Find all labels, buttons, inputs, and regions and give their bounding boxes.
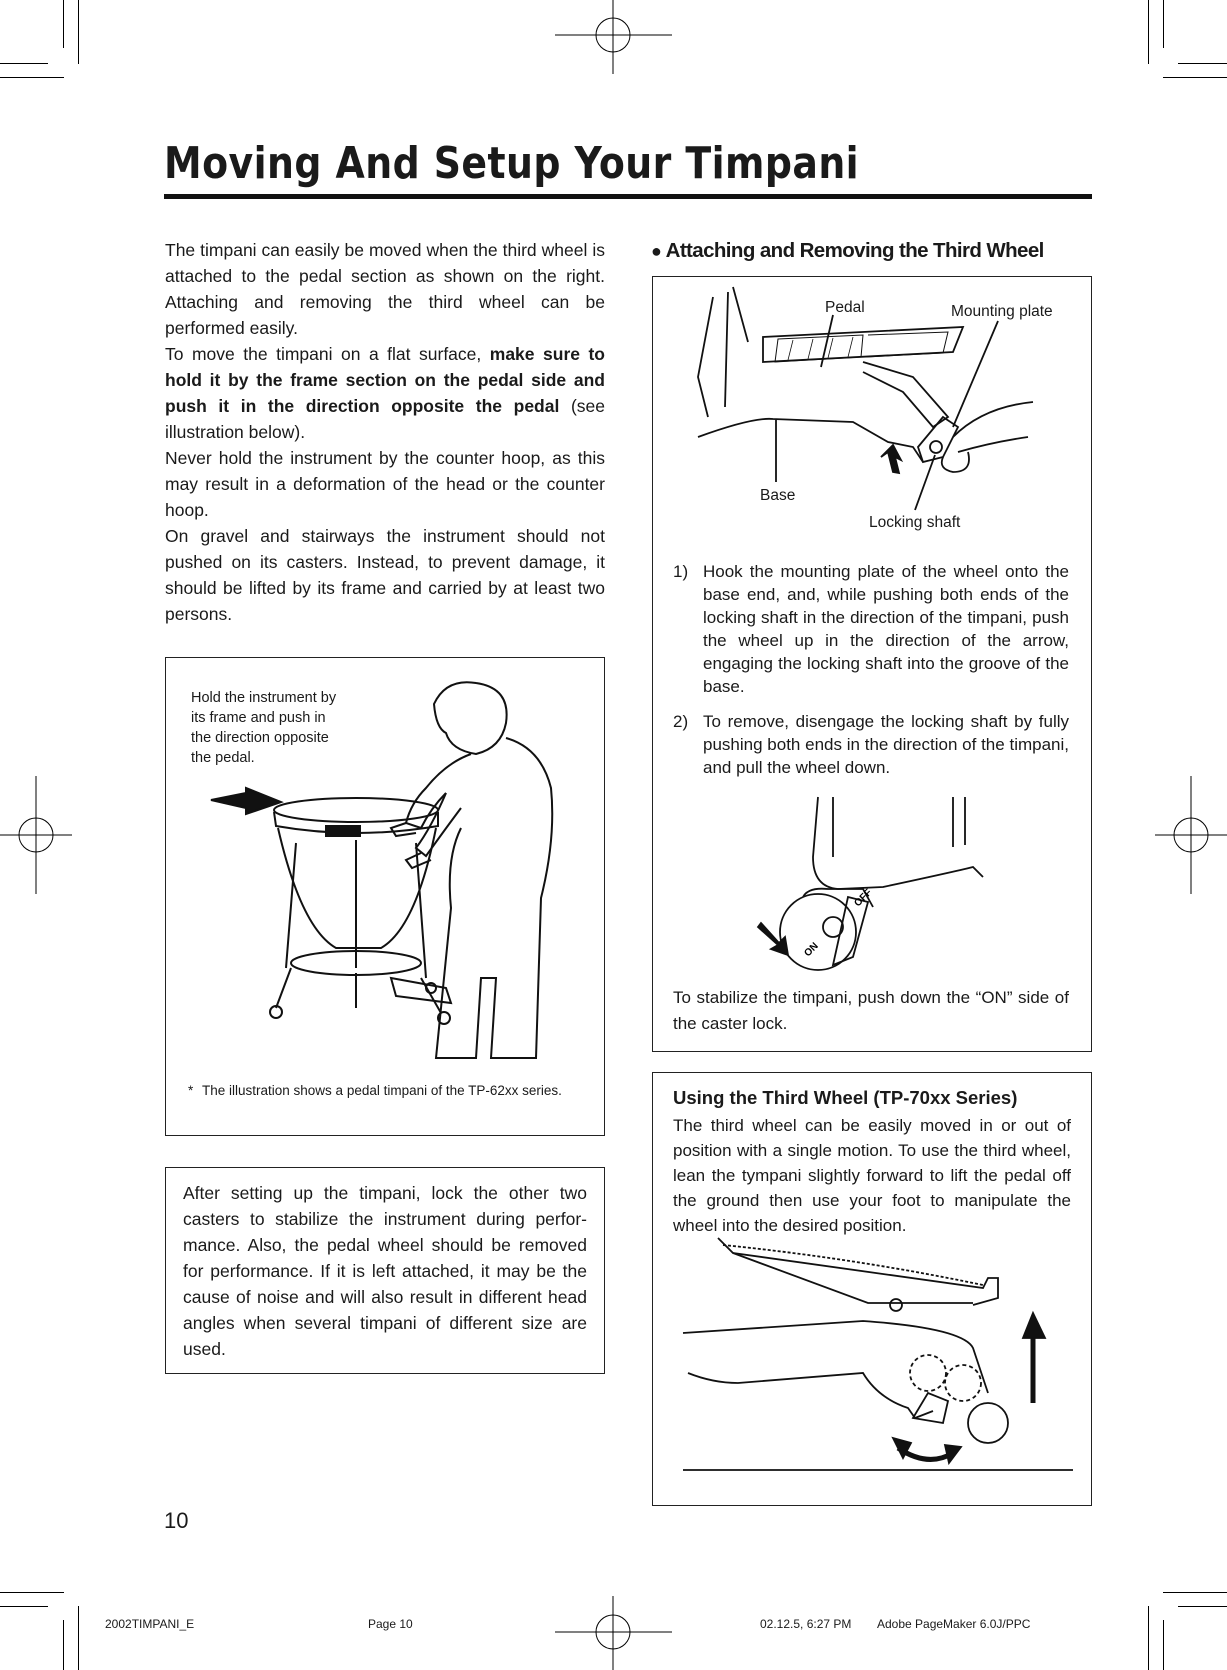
title-underline [164, 194, 1092, 199]
intro-paragraph-4: On gravel and stairways the instrument should not pushed on its casters. Instead, to prevent damage, it should be lifted by its frame and carried by at least two persons. [165, 526, 605, 624]
using-third-wheel-heading: Using the Third Wheel (TP-70xx Series) [673, 1087, 1018, 1108]
footer-page: Page 10 [368, 1617, 413, 1631]
caster-lock-illustration [653, 797, 1093, 967]
bullet-icon: ● [651, 241, 662, 261]
third-wheel-pedal-illustration [653, 1233, 1093, 1493]
third-wheel-instructions-box [652, 276, 1092, 1052]
label-locking-shaft: Locking shaft [869, 514, 961, 531]
intro-text [165, 237, 605, 627]
intro-paragraph-2-emphasis: make sure to hold it by the frame section on the pedal side and push it in the direction opposite the pedal [165, 344, 605, 416]
pedal-wheel-attach-illustration [653, 277, 1093, 537]
intro-paragraph-3: Never hold the instrument by the counter hoop, as this may result in a deformation of the head or the counter hoop. [165, 448, 605, 520]
moving-caption: Hold the instrument by its frame and push in the direction opposite the pedal. [191, 690, 337, 766]
using-third-wheel-box [652, 1072, 1092, 1506]
label-pedal: Pedal [825, 299, 865, 316]
after-setup-box [165, 1167, 605, 1374]
caster-off-label: OFF [852, 887, 875, 910]
using-third-wheel-text: The third wheel can be easily moved in or out of position with a single motion. To use the third wheel, lean the tympani slightly forward to lift the pedal off the ground then use your foot to manipulate the wheel into the desired position. [673, 1116, 1071, 1235]
stabilize-text: To stabilize the timpani, push down the “ON” side of the caster lock. [673, 988, 1069, 1033]
step-1: 1) Hook the mounting plate of the wheel onto the base end, and, while pushing both ends of the locking shaft in the direction of the timpani, push the wheel up in the direction of the arrow, engaging the locking shaft into the groove of the base. [673, 562, 1069, 696]
moving-illustration-box [165, 657, 605, 1136]
footer-file: 2002TIMPANI_E [105, 1617, 195, 1631]
moving-note-star: * [188, 1083, 194, 1098]
page-title: Moving And Setup Your Timpani [164, 138, 860, 189]
section-heading: ● Attaching and Removing the Third Wheel [651, 239, 1044, 262]
intro-paragraph-1: The timpani can easily be moved when the third wheel is attached to the pedal section as shown on the right. Attaching and removing the third wheel can be performed easily. [165, 240, 605, 338]
moving-note: * The illustration shows a pedal timpani of the TP-62xx series. [188, 1083, 562, 1098]
intro-paragraph-2: To move the timpani on a flat surface, make sure to hold it by the frame section on the pedal side and push it in the direction opposite the pedal (see illustration below). [165, 344, 605, 442]
label-base: Base [760, 487, 796, 504]
after-setup-text: After setting up the timpani, lock the other two casters to stabilize the instrument during perfor-mance. Also, the pedal wheel should be removed for performance. If it is left attached, it may be the cause of noise and will also result in different head angles when several timpani of different size are used. [183, 1183, 587, 1359]
footer-date: 02.12.5, 6:27 PM [760, 1617, 852, 1631]
page-number: 10 [164, 1508, 189, 1533]
label-mounting-plate: Mounting plate [951, 303, 1053, 320]
instruction-steps [673, 560, 1069, 791]
caster-on-label: ON [802, 940, 821, 960]
step-2: 2) To remove, disengage the locking shaft by fully pushing both ends in the direction of the timpani, and pull the wheel down. [673, 712, 1069, 777]
footer-app: Adobe PageMaker 6.0J/PPC [877, 1617, 1031, 1631]
person-pushing-timpani-illustration [206, 678, 596, 1078]
